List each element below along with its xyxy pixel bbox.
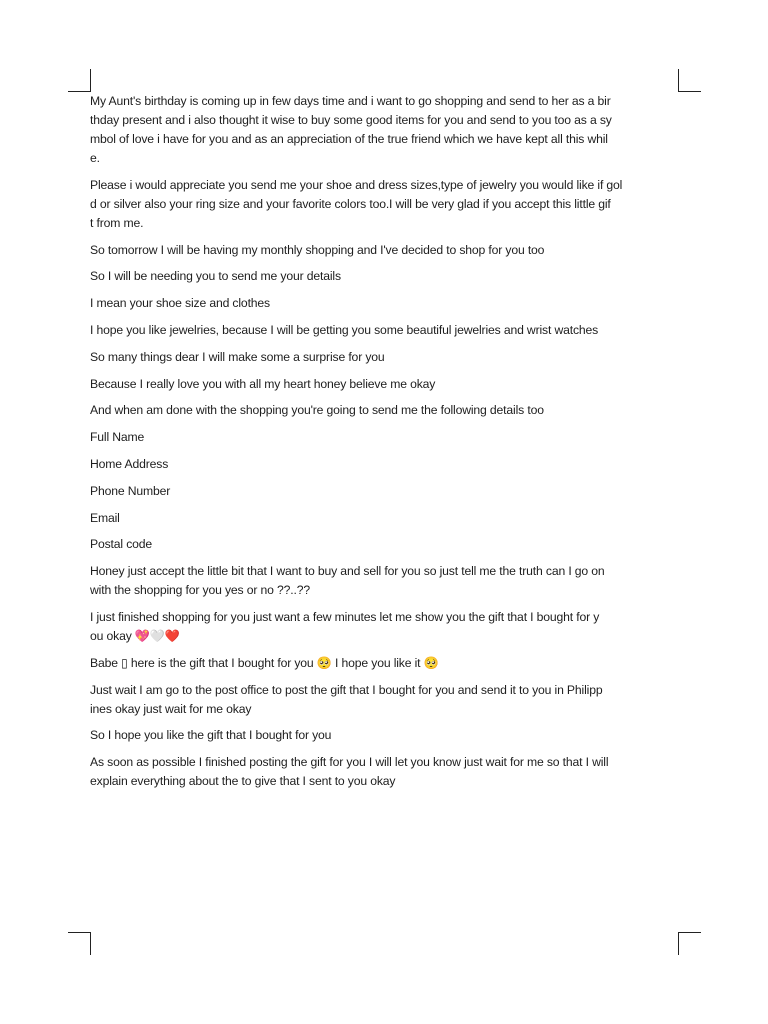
paragraph xyxy=(90,176,682,233)
text-line: ines okay just wait for me okay xyxy=(90,701,252,716)
text-line: Email xyxy=(90,510,120,525)
paragraph xyxy=(90,681,682,719)
paragraph xyxy=(90,654,682,673)
paragraph xyxy=(90,267,682,286)
text-line: I mean your shoe size and clothes xyxy=(90,296,270,311)
paragraph xyxy=(90,562,682,600)
text-line: ou okay 💖🤍❤️ xyxy=(90,628,180,643)
paragraph xyxy=(90,401,682,420)
paragraph xyxy=(90,241,682,260)
text-line: Postal code xyxy=(90,537,153,552)
paragraph xyxy=(90,428,682,447)
text-line: So tomorrow I will be having my monthly shopping and I've decided to shop for you too xyxy=(90,242,545,257)
text-line: So many things dear I will make some a surprise for you xyxy=(90,349,385,364)
text-line: Honey just accept the little bit that I want to buy and sell for you so just tell me the truth can I go on xyxy=(90,564,605,579)
text-line: Just wait I am go to the post office to post the gift that I bought for you and send it to you in Philipp xyxy=(90,682,603,697)
text-line: And when am done with the shopping you're going to send me the following details too xyxy=(90,403,544,418)
text-line: explain everything about the to give that I sent to you okay xyxy=(90,774,396,789)
paragraph xyxy=(90,753,682,791)
paragraph xyxy=(90,455,682,474)
text-line: So I will be needing you to send me your details xyxy=(90,269,341,284)
crop-mark-bottom-left xyxy=(68,932,91,955)
text-line: Full Name xyxy=(90,430,145,445)
text-line: Please i would appreciate you send me your shoe and dress sizes,type of jewelry you would like if gol xyxy=(90,177,623,192)
paragraph xyxy=(90,321,682,340)
paragraph xyxy=(90,482,682,501)
text-line: e. xyxy=(90,151,100,165)
text-line: mbol of love i have for you and as an appreciation of the true friend which we have kept all this whil xyxy=(90,132,608,146)
paragraph xyxy=(90,509,682,528)
paragraph xyxy=(90,375,682,394)
crop-mark-top-left xyxy=(68,69,91,92)
text-line: I hope you like jewelries, because I will be getting you some beautiful jewelries and wrist watches xyxy=(90,322,599,337)
crop-mark-top-right xyxy=(678,69,701,92)
paragraph xyxy=(90,92,682,168)
text-line: Phone Number xyxy=(90,483,171,498)
document-body xyxy=(90,92,682,799)
text-line: Home Address xyxy=(90,456,169,471)
paragraph xyxy=(90,348,682,367)
text-line: Babe ▯ here is the gift that I bought for you 🥺 I hope you like it 🥺 xyxy=(90,655,439,670)
text-line: So I hope you like the gift that I bought for you xyxy=(90,728,332,743)
text-line: Because I really love you with all my heart honey believe me okay xyxy=(90,376,436,391)
paragraph xyxy=(90,726,682,745)
paragraph xyxy=(90,608,682,646)
paragraph xyxy=(90,294,682,313)
text-line: with the shopping for you yes or no ??..?? xyxy=(90,583,310,598)
text-line: d or silver also your ring size and your favorite colors too.I will be very glad if you accept this little gif xyxy=(90,196,611,211)
crop-mark-bottom-right xyxy=(678,932,701,955)
text-line: t from me. xyxy=(90,215,144,230)
text-line: My Aunt's birthday is coming up in few days time and i want to go shopping and send to her as a bir xyxy=(90,94,611,108)
paragraph xyxy=(90,535,682,554)
text-line: I just finished shopping for you just want a few minutes let me show you the gift that I bought for y xyxy=(90,609,600,624)
text-line: thday present and i also thought it wise to buy some good items for you and send to you too as a sy xyxy=(90,113,612,127)
text-line: As soon as possible I finished posting the gift for you I will let you know just wait for me so that I will xyxy=(90,755,609,770)
